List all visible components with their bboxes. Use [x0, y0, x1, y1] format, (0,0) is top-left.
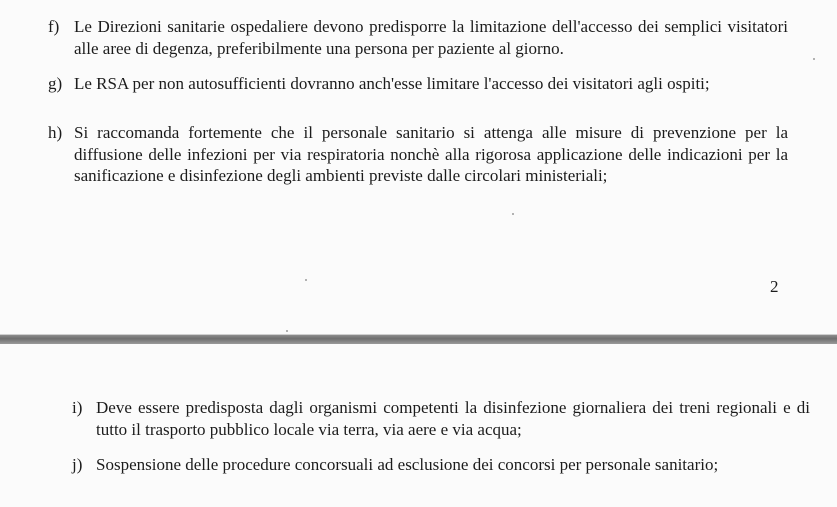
scan-speck — [512, 213, 514, 215]
list-item-marker: f) — [48, 17, 60, 36]
scan-speck — [286, 330, 288, 332]
page-separator — [0, 334, 837, 344]
list-item-text: Le Direzioni sanitarie ospedaliere devono predisporre la limitazione dell'accesso dei semplici visitatori alle aree di degenza, preferibilmente una persona per paziente al giorno. — [74, 17, 788, 58]
scan-speck — [813, 58, 815, 60]
list-item-marker: g) — [48, 74, 63, 93]
list-item-text: Sospensione delle procedure concorsuali ad esclusione dei concorsi per personale sanitario; — [96, 455, 719, 474]
list-item-text: Le RSA per non autosufficienti dovranno anch'esse limitare l'accesso dei visitatori agli ospiti; — [74, 74, 710, 93]
scan-speck — [305, 279, 307, 281]
page-number: 2 — [770, 277, 779, 296]
list-item-g — [48, 73, 788, 95]
list-item-text: Si raccomanda fortemente che il personale sanitario si attenga alle misure di prevenzione per la diffusione delle infezioni per via respiratoria nonchè alla rigorosa applicazione delle indicazioni per la sanificazione e disinfezione degli ambienti previste dalle circolari ministeriali; — [74, 123, 788, 185]
list-item-h — [48, 122, 788, 187]
list-item-marker: h) — [48, 123, 63, 142]
list-item-marker: j) — [72, 455, 83, 474]
list-item-i — [72, 397, 810, 440]
list-item-marker: i) — [72, 398, 83, 417]
list-item-f — [48, 16, 788, 59]
list-item-j — [72, 454, 810, 476]
list-item-text: Deve essere predisposta dagli organismi competenti la disinfezione giornaliera dei treni regionali e di tutto il trasporto pubblico locale via terra, via aere e via acqua; — [96, 398, 810, 439]
